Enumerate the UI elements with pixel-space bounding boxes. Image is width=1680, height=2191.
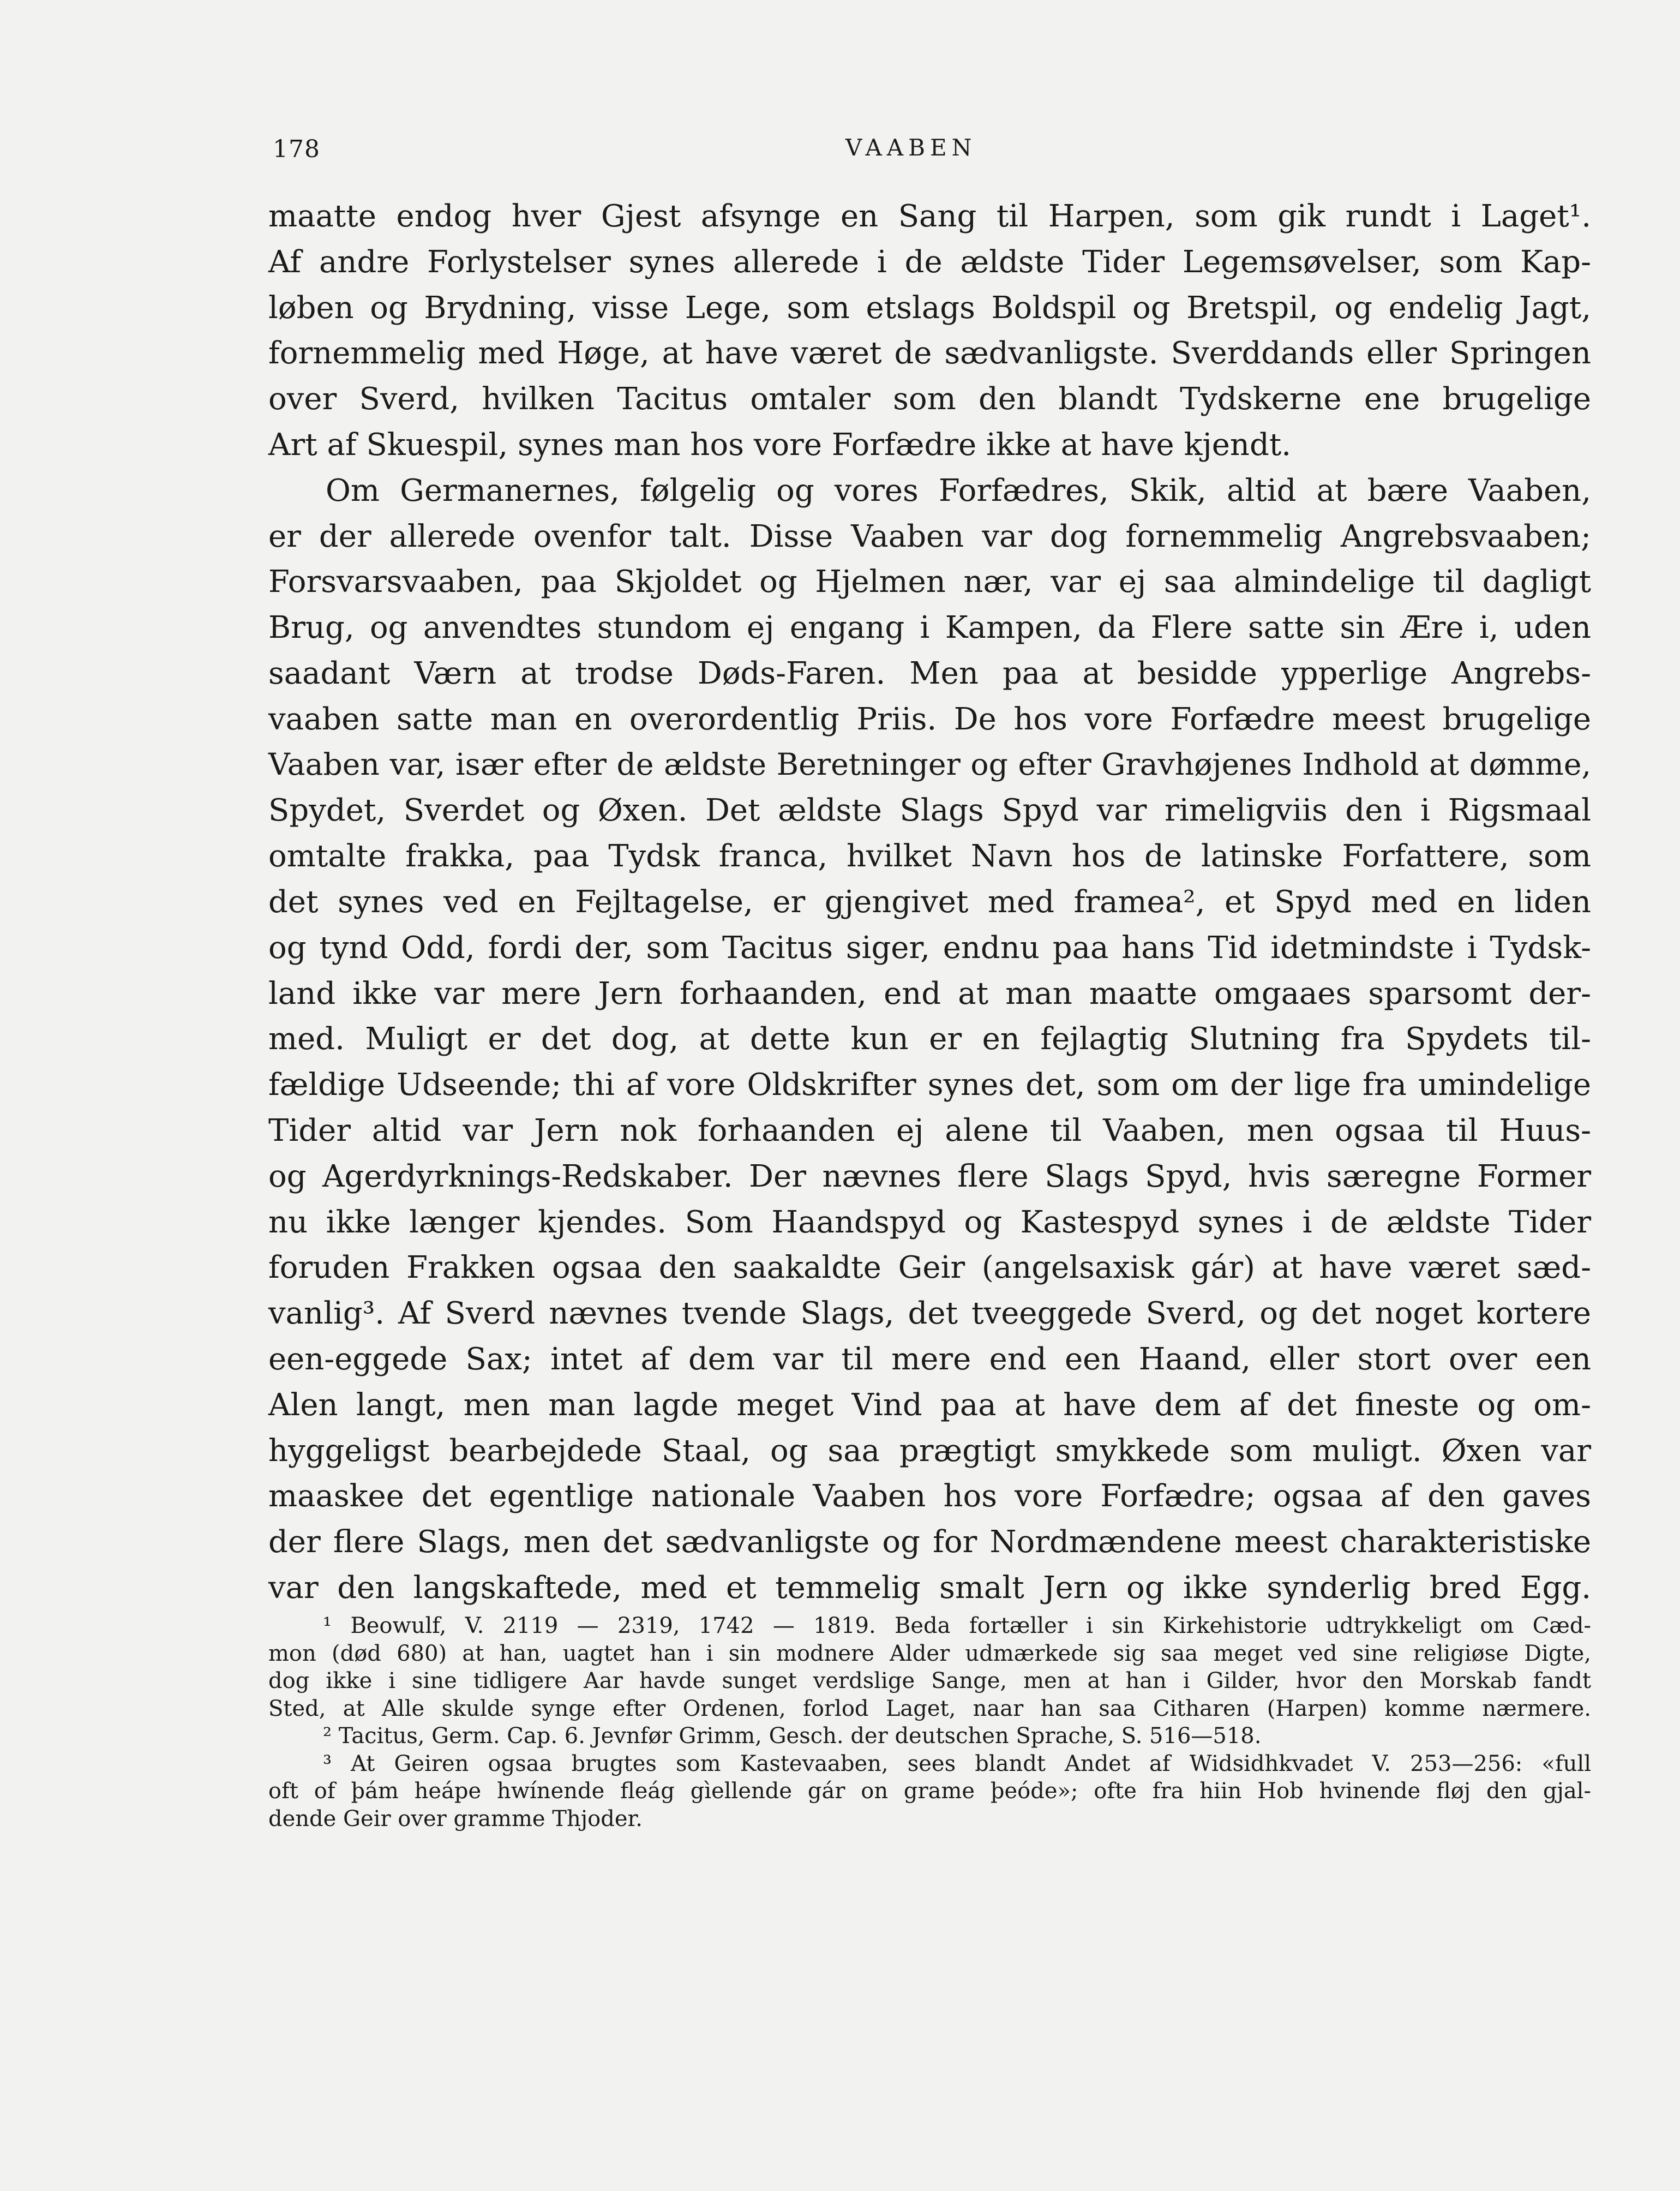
text-line: Brug, og anvendtes stundom ej engang i Kampen, da Flere satte sin Ære i, uden (268, 610, 1591, 646)
text-line: Spydet, Sverdet og Øxen. Det ældste Slags Spyd var rimeligviis den i Rigsmaal (268, 793, 1591, 829)
text-line: Om Germanernes, følgelig og vores Forfædres, Skik, altid at bære Vaaben, (326, 472, 1591, 508)
text-line: og tynd Odd, fordi der, som Tacitus siger, endnu paa hans Tid idetmindste i Tydsk- (268, 930, 1591, 966)
footnotes (268, 1612, 1591, 1833)
text-line: Art af Skuespil, synes man hos vore Forfædre ikke at have kjendt. (268, 427, 1292, 463)
footnote-line: oft of þám heápe hwínende fleág gìellende gár on grame þeóde»; ofte fra hiin Hob hvinende fløj den gjal- (268, 1779, 1591, 1804)
text-line: Alen langt, men man lagde meget Vind paa at have dem af det fineste og om- (268, 1387, 1591, 1423)
body-text (268, 194, 1591, 1611)
page-number: 178 (273, 135, 320, 163)
text-line: med. Muligt er det dog, at dette kun er en fejlagtig Slutning fra Spydets til- (268, 1021, 1591, 1057)
text-line: maatte endog hver Gjest afsynge en Sang til Harpen, som gik rundt i Laget¹. (268, 199, 1591, 234)
text-line: er der allerede ovenfor talt. Disse Vaaben var dog fornemmelig Angrebsvaaben; (268, 518, 1591, 554)
text-line: der flere Slags, men det sædvanligste og for Nordmændene meest charakteristiske (268, 1524, 1591, 1560)
running-head: VAABEN (845, 134, 977, 161)
footnote-line: ³ At Geiren ogsaa brugtes som Kastevaaben, sees blandt Andet af Widsidhkvadet V. 253—256: «full (323, 1751, 1591, 1776)
text-line: det synes ved en Fejltagelse, er gjengivet med framea², et Spyd med en liden (268, 884, 1591, 920)
footnote-line: Sted, at Alle skulde synge efter Ordenen, forlod Laget, naar han saa Citharen (Harpen) komme nærmere. (268, 1696, 1591, 1721)
text-line: var den langskaftede, med et temmelig smalt Jern og ikke synderlig bred Egg. (268, 1570, 1591, 1606)
text-line: Tider altid var Jern nok forhaanden ej alene til Vaaben, men ogsaa til Huus- (268, 1112, 1591, 1148)
text-line: fældige Udseende; thi af vore Oldskrifter synes det, som om der lige fra umindelige (268, 1067, 1591, 1103)
footnote-line: ¹ Beowulf, V. 2119 — 2319, 1742 — 1819. Beda fortæller i sin Kirkehistorie udtrykkeligt om Cæd- (323, 1613, 1591, 1638)
text-line: over Sverd, hvilken Tacitus omtaler som den blandt Tydskerne ene brugelige (268, 381, 1591, 417)
footnote-line: mon (død 680) at han, uagtet han i sin modnere Alder udmærkede sig saa meget ved sine religiøse Digte, (268, 1641, 1591, 1666)
text-line: vaaben satte man en overordentlig Priis. De hos vore Forfædre meest brugelige (268, 701, 1591, 737)
text-line: nu ikke længer kjendes. Som Haandspyd og Kastespyd synes i de ældste Tider (268, 1204, 1591, 1240)
text-line: saadant Værn at trodse Døds-Faren. Men paa at besidde ypperlige Angrebs- (268, 655, 1591, 691)
text-line: Vaaben var, især efter de ældste Beretninger og efter Gravhøjenes Indhold at dømme, (268, 747, 1591, 782)
footnote-line: dog ikke i sine tidligere Aar havde sunget verdslige Sange, men at han i Gilder, hvor den Morskab fandt (268, 1668, 1591, 1693)
text-line: een-eggede Sax; intet af dem var til mere end een Haand, eller stort over een (268, 1341, 1591, 1377)
text-line: fornemmelig med Høge, at have været de sædvanligste. Sverddands eller Springen (268, 336, 1591, 372)
text-line: omtalte frakka, paa Tydsk franca, hvilket Navn hos de latinske Forfattere, som (268, 839, 1591, 875)
text-line: løben og Brydning, visse Lege, som etslags Boldspil og Bretspil, og endelig Jagt, (268, 290, 1591, 326)
text-line: vanlig³. Af Sverd nævnes tvende Slags, det tveeggede Sverd, og det noget kortere (268, 1296, 1591, 1332)
footnote-line: dende Geir over gramme Thjoder. (268, 1806, 643, 1831)
text-line: Af andre Forlystelser synes allerede i de ældste Tider Legemsøvelser, som Kap- (268, 244, 1591, 280)
text-line: foruden Frakken ogsaa den saakaldte Geir (angelsaxisk gár) at have været sæd- (268, 1250, 1591, 1286)
text-line: Forsvarsvaaben, paa Skjoldet og Hjelmen nær, var ej saa almindelige til dagligt (268, 564, 1591, 600)
footnote-line: ² Tacitus, Germ. Cap. 6. Jevnfør Grimm, Gesch. der deutschen Sprache, S. 516—518. (323, 1723, 1262, 1749)
page-header (273, 135, 1609, 179)
text-line: land ikke var mere Jern forhaanden, end at man maatte omgaaes sparsomt der- (268, 975, 1591, 1011)
text-line: hyggeligst bearbejdede Staal, og saa prægtigt smykkede som muligt. Øxen var (268, 1433, 1591, 1469)
text-line: og Agerdyrknings-Redskaber. Der nævnes flere Slags Spyd, hvis særegne Former (268, 1158, 1591, 1194)
text-line: maaskee det egentlige nationale Vaaben hos vore Forfædre; ogsaa af den gaves (268, 1478, 1591, 1514)
